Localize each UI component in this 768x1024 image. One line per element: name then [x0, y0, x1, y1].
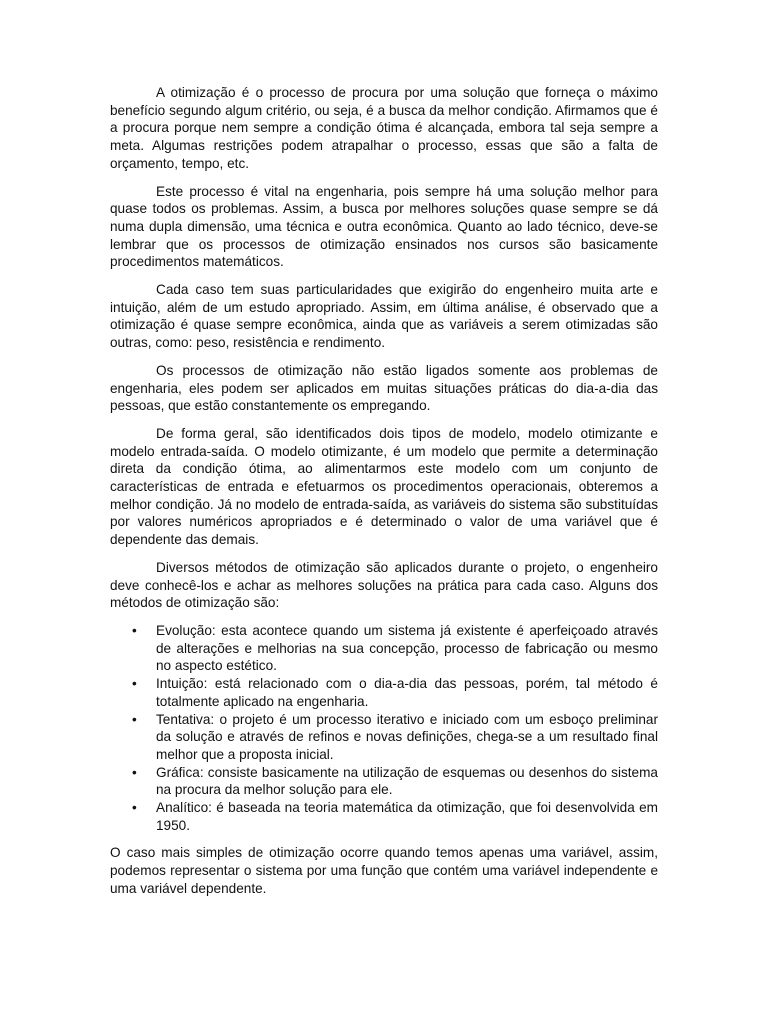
paragraph: De forma geral, são identificados dois tipos de modelo, modelo otimizante e modelo entrada-saída. O modelo otimizante, é um modelo que permite a determinação direta da condição ótima, ao alimentarmos este modelo com um conjunto de características de entrada e efetuarmos os procedimentos operacionais, obteremos a melhor condição. Já no modelo de entrada-saída, as variáveis do sistema são substituídas por valores numéricos apropriados e é determinado o valor de uma variável que é dependente das demais.	[110, 425, 658, 548]
closing-paragraph: O caso mais simples de otimização ocorre quando temos apenas uma variável, assim, podemos representar o sistema por uma função que contém uma variável independente e uma variável dependente.	[110, 845, 658, 896]
bullet-icon: •	[132, 764, 137, 780]
paragraph: A otimização é o processo de procura por uma solução que forneça o máximo benefício segundo algum critério, ou seja, é a busca da melhor condição. Afirmamos que é a procura porque nem sempre a condição ótima é alcançada, embora tal seja sempre a meta. Algumas restrições podem atrapalhar o processo, essas que são a falta de orçamento, tempo, etc.	[110, 85, 658, 171]
bullet-icon: •	[132, 800, 137, 816]
bullet-icon: •	[132, 676, 137, 692]
paragraph: Os processos de otimização não estão ligados somente aos problemas de engenharia, eles podem ser aplicados em muitas situações práticas do dia-a-dia das pessoas, que estão constantemente os empregando.	[110, 362, 658, 414]
list-item-text: Gráfica: consiste basicamente na utilização de esquemas ou desenhos do sistema na procura da melhor solução para ele.	[156, 764, 658, 798]
list-item	[110, 799, 658, 834]
list-item	[110, 711, 658, 764]
paragraph: Diversos métodos de otimização são aplicados durante o projeto, o engenheiro deve conhecê-los e achar as melhores soluções na prática para cada caso. Alguns dos métodos de otimização são:	[110, 559, 658, 611]
list-item	[110, 675, 658, 710]
paragraph: Cada caso tem suas particularidades que exigirão do engenheiro muita arte e intuição, além de um estudo apropriado. Assim, em última análise, é observado que a otimização é quase sempre econômica, ainda que as variáveis a serem otimizadas são outras, como: peso, resistência e rendimento.	[110, 282, 658, 351]
list-item-text: Evolução: esta acontece quando um sistema já existente é aperfeiçoado através de alterações e melhorias na sua concepção, processo de fabricação ou mesmo no aspecto estético.	[156, 622, 658, 674]
methods-list	[110, 622, 658, 834]
bullet-icon: •	[132, 711, 137, 727]
list-item	[110, 622, 658, 675]
paragraph: Este processo é vital na engenharia, pois sempre há uma solução melhor para quase todos os problemas. Assim, a busca por melhores soluções quase sempre se dá numa dupla dimensão, uma técnica e outra econômica. Quanto ao lado técnico, deve-se lembrar que os processos de otimização ensinados nos cursos são basicamente procedimentos matemáticos.	[110, 183, 658, 270]
list-item-text: Analítico: é baseada na teoria matemática da otimização, que foi desenvolvida em 1950.	[156, 800, 658, 833]
list-item-text: Intuição: está relacionado com o dia-a-dia das pessoas, porém, tal método é totalmente aplicado na engenharia.	[156, 676, 658, 709]
document-page	[110, 84, 658, 908]
list-item-text: Tentativa: o projeto é um processo iterativo e iniciado com um esboço preliminar da solução e através de refinos e novas definições, chega-se a um resultado final melhor que a proposta inicial.	[156, 711, 658, 762]
bullet-icon: •	[132, 622, 137, 638]
list-item	[110, 764, 658, 799]
